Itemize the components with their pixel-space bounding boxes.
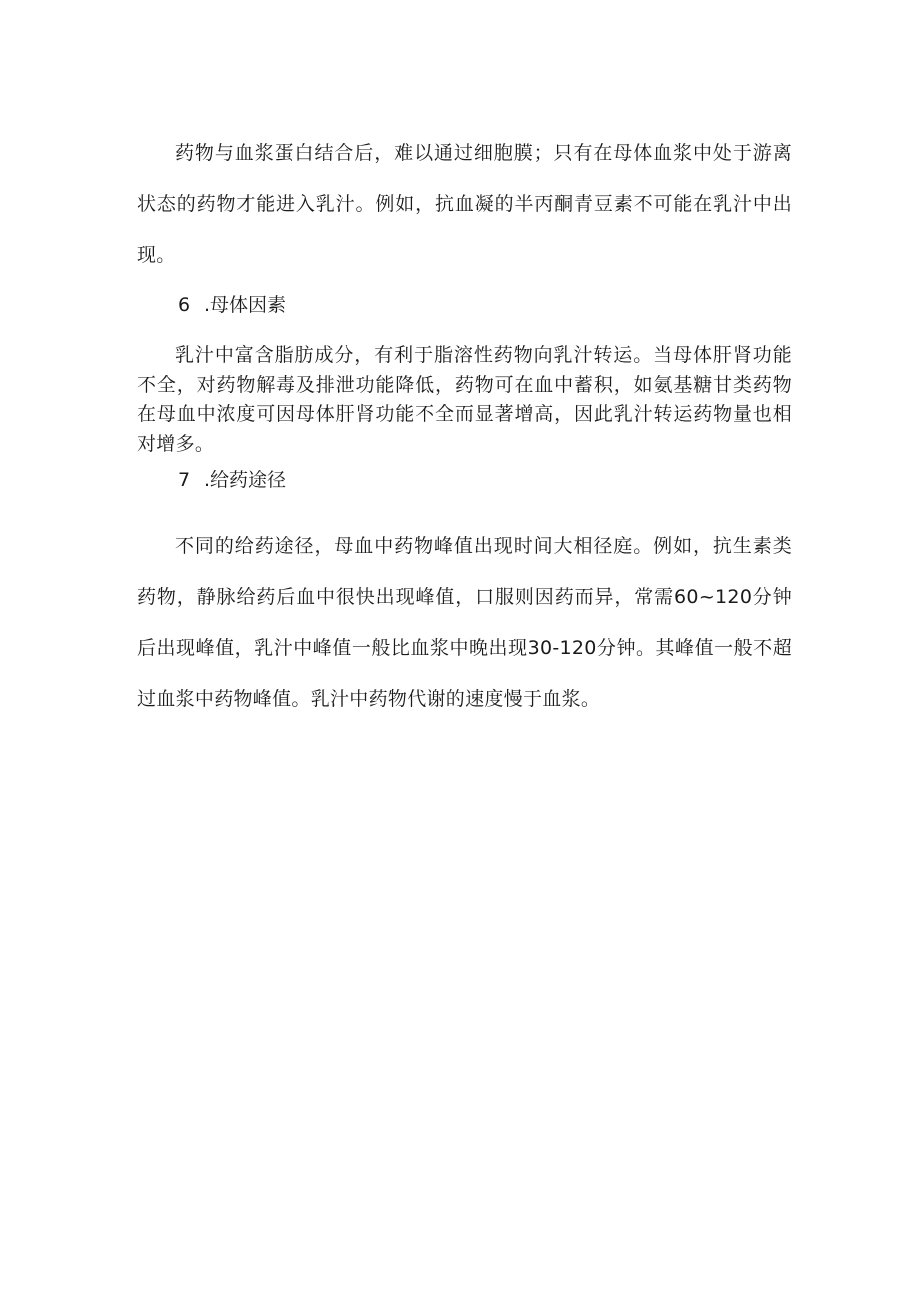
paragraph-maternal-factors: 乳汁中富含脂肪成分，有利于脂溶性药物向乳汁转运。当母体肝肾功能不全，对药物解毒及排泄功能降低，药物可在血中蓄积，如氨基糖甘类药物在母血中浓度可因母体肝肾功能不全而显著增高，因此乳汁转运药物量也相对增多。 — [137, 344, 792, 455]
paragraph-administration-route: 不同的给药途径，母血中药物峰值出现时间大相径庭。例如，抗生素类药物，静脉给药后血中很快出现峰值，口服则因药而异，常需60~120分钟后出现峰值，乳汁中峰值一般比血浆中晚出现30-120分钟。其峰值一般不超过血浆中药物峰值。乳汁中药物代谢的速度慢于血浆。 — [137, 535, 792, 710]
section-title: .给药途径 — [204, 469, 287, 491]
section-title: .母体因素 — [204, 294, 287, 316]
paragraph-protein-binding: 药物与血浆蛋白结合后，难以通过细胞膜；只有在母体血浆中处于游离状态的药物才能进入乳汁。例如，抗血凝的半丙酮青豆素不可能在乳汁中出现。 — [137, 142, 792, 266]
section-number: 6 — [178, 294, 191, 316]
section-heading-maternal-factors — [178, 291, 286, 320]
section-number: 7 — [178, 469, 191, 491]
section-heading-administration-route — [178, 466, 286, 495]
